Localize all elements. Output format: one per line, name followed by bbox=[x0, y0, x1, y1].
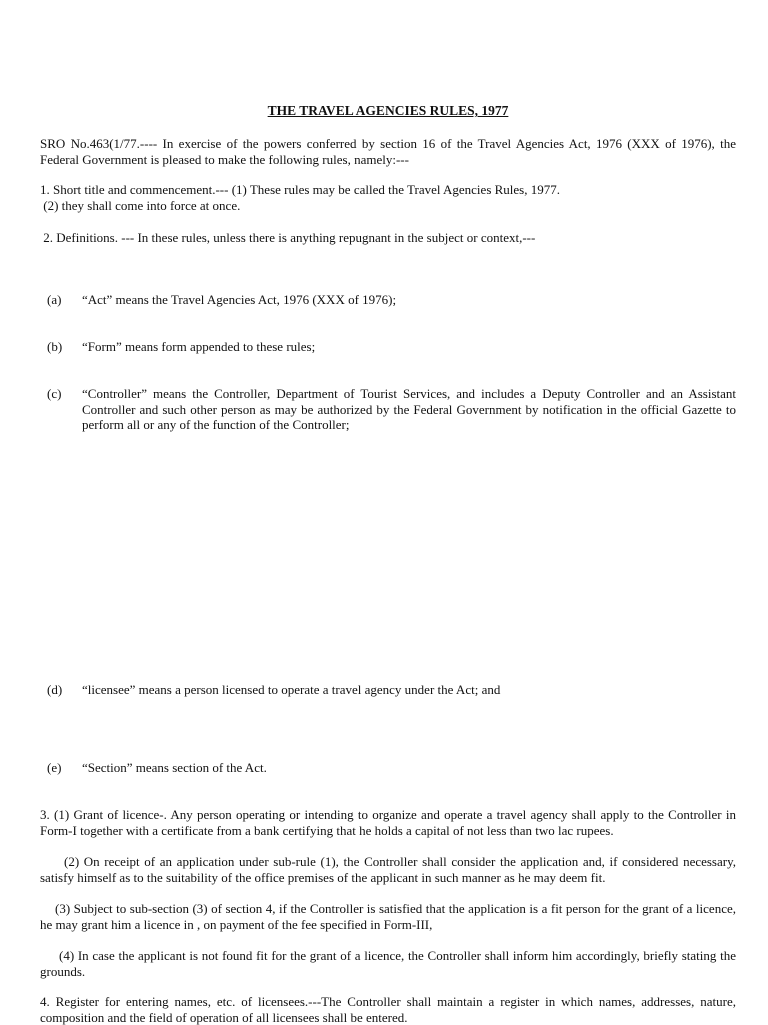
definition-b-text: “Form” means form appended to these rules; bbox=[82, 339, 316, 354]
definition-c-text: “Controller” means the Controller, Department of Tourist Services, and includes a Deputy Controller and an Assistant Controller and such other person as may be authorized by the Federal Government by notification in the official Gazette to perform all or any of the function of the Controller; bbox=[82, 386, 736, 432]
rule-3-sub-4: (4) In case the applicant is not found fit for the grant of a licence, the Controller shall inform him accordingly, briefly stating the grounds. bbox=[40, 948, 736, 979]
definition-c-label: (c) bbox=[47, 386, 62, 401]
definition-d-text: “licensee” means a person licensed to operate a travel agency under the Act; and bbox=[82, 682, 501, 697]
definition-d-label: (d) bbox=[47, 682, 63, 697]
rule-1-paragraph bbox=[40, 182, 736, 213]
rule-3-sub-2: (2) On receipt of an application under sub-rule (1), the Controller shall consider the application and, if considered necessary, satisfy himself as to the suitability of the office premises of the applicant in such manner as he may deem fit. bbox=[40, 854, 736, 885]
rule-4-paragraph: 4. Register for entering names, etc. of licensees.---The Controller shall maintain a register in which names, addresses, nature, composition and the field of operation of all licensees shall be entered. bbox=[40, 994, 736, 1025]
definition-a-label: (a) bbox=[47, 292, 62, 307]
preamble-paragraph: SRO No.463(1/77.---- In exercise of the powers conferred by section 16 of the Travel Agencies Act, 1976 (XXX of 1976), the Federal Government is pleased to make the following rules, namely:--- bbox=[40, 136, 736, 167]
document-title: THE TRAVEL AGENCIES RULES, 1977 bbox=[267, 103, 509, 118]
rule-3-sub-1: 3. (1) Grant of licence-. Any person operating or intending to organize and operate a travel agency shall apply to the Controller in Form-I together with a certificate from a bank certifying that he holds a capital of not less than two lac rupees. bbox=[40, 807, 736, 838]
rule-1-line-1: 1. Short title and commencement.--- (1) These rules may be called the Travel Agencies Rules, 1977. bbox=[40, 182, 560, 197]
rule-3-sub-3: (3) Subject to sub-section (3) of section 4, if the Controller is satisfied that the application is a fit person for the grant of a licence, he may grant him a licence in , on payment of the fee specified in Form-III, bbox=[40, 901, 736, 932]
definition-e-label: (e) bbox=[47, 760, 62, 775]
definition-b-label: (b) bbox=[47, 339, 63, 354]
rule-1-line-2: (2) they shall come into force at once. bbox=[40, 197, 241, 213]
definition-e-text: “Section” means section of the Act. bbox=[82, 760, 267, 775]
rule-2-heading: 2. Definitions. --- In these rules, unless there is anything repugnant in the subject or context,--- bbox=[40, 230, 536, 245]
definition-a-text: “Act” means the Travel Agencies Act, 1976 (XXX of 1976); bbox=[82, 292, 397, 307]
